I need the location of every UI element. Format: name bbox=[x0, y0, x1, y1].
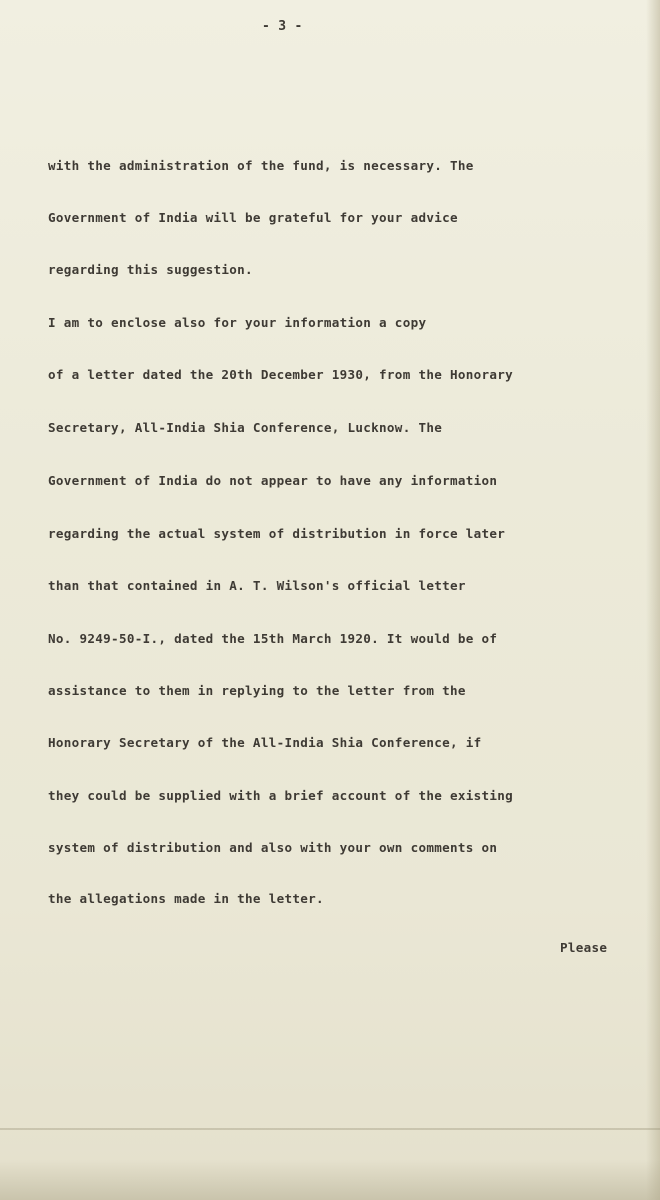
text-line: of a letter dated the 20th December 1930, from the Honorary bbox=[48, 367, 514, 382]
page-edge-shadow bbox=[646, 0, 660, 1200]
text-line: assistance to them in replying to the letter from the bbox=[48, 683, 466, 698]
text-line: Government of India do not appear to have any information bbox=[48, 473, 498, 488]
text-line: regarding this suggestion. bbox=[48, 262, 253, 277]
text-line: Honorary Secretary of the All-India Shia Conference, if bbox=[48, 735, 482, 750]
text-line: than that contained in A. T. Wilson's official letter bbox=[48, 578, 466, 593]
text-line: they could be supplied with a brief account of the existing bbox=[48, 788, 514, 803]
page-bottom-shadow bbox=[0, 1160, 660, 1200]
page-number: - 3 - bbox=[262, 19, 303, 34]
text-line: No. 9249-50-I., dated the 15th March 1920. It would be of bbox=[48, 631, 498, 646]
page-fold-line bbox=[0, 1128, 660, 1130]
catchword: Please bbox=[560, 940, 608, 955]
text-line: I am to enclose also for your information a copy bbox=[48, 315, 427, 330]
text-line: regarding the actual system of distribution in force later bbox=[48, 526, 506, 541]
text-line: with the administration of the fund, is necessary. The bbox=[48, 158, 474, 173]
text-line: system of distribution and also with your own comments on bbox=[48, 840, 498, 855]
text-line: the allegations made in the letter. bbox=[48, 891, 324, 906]
text-line: Government of India will be grateful for your advice bbox=[48, 210, 458, 225]
text-line: Secretary, All-India Shia Conference, Lucknow. The bbox=[48, 420, 443, 435]
